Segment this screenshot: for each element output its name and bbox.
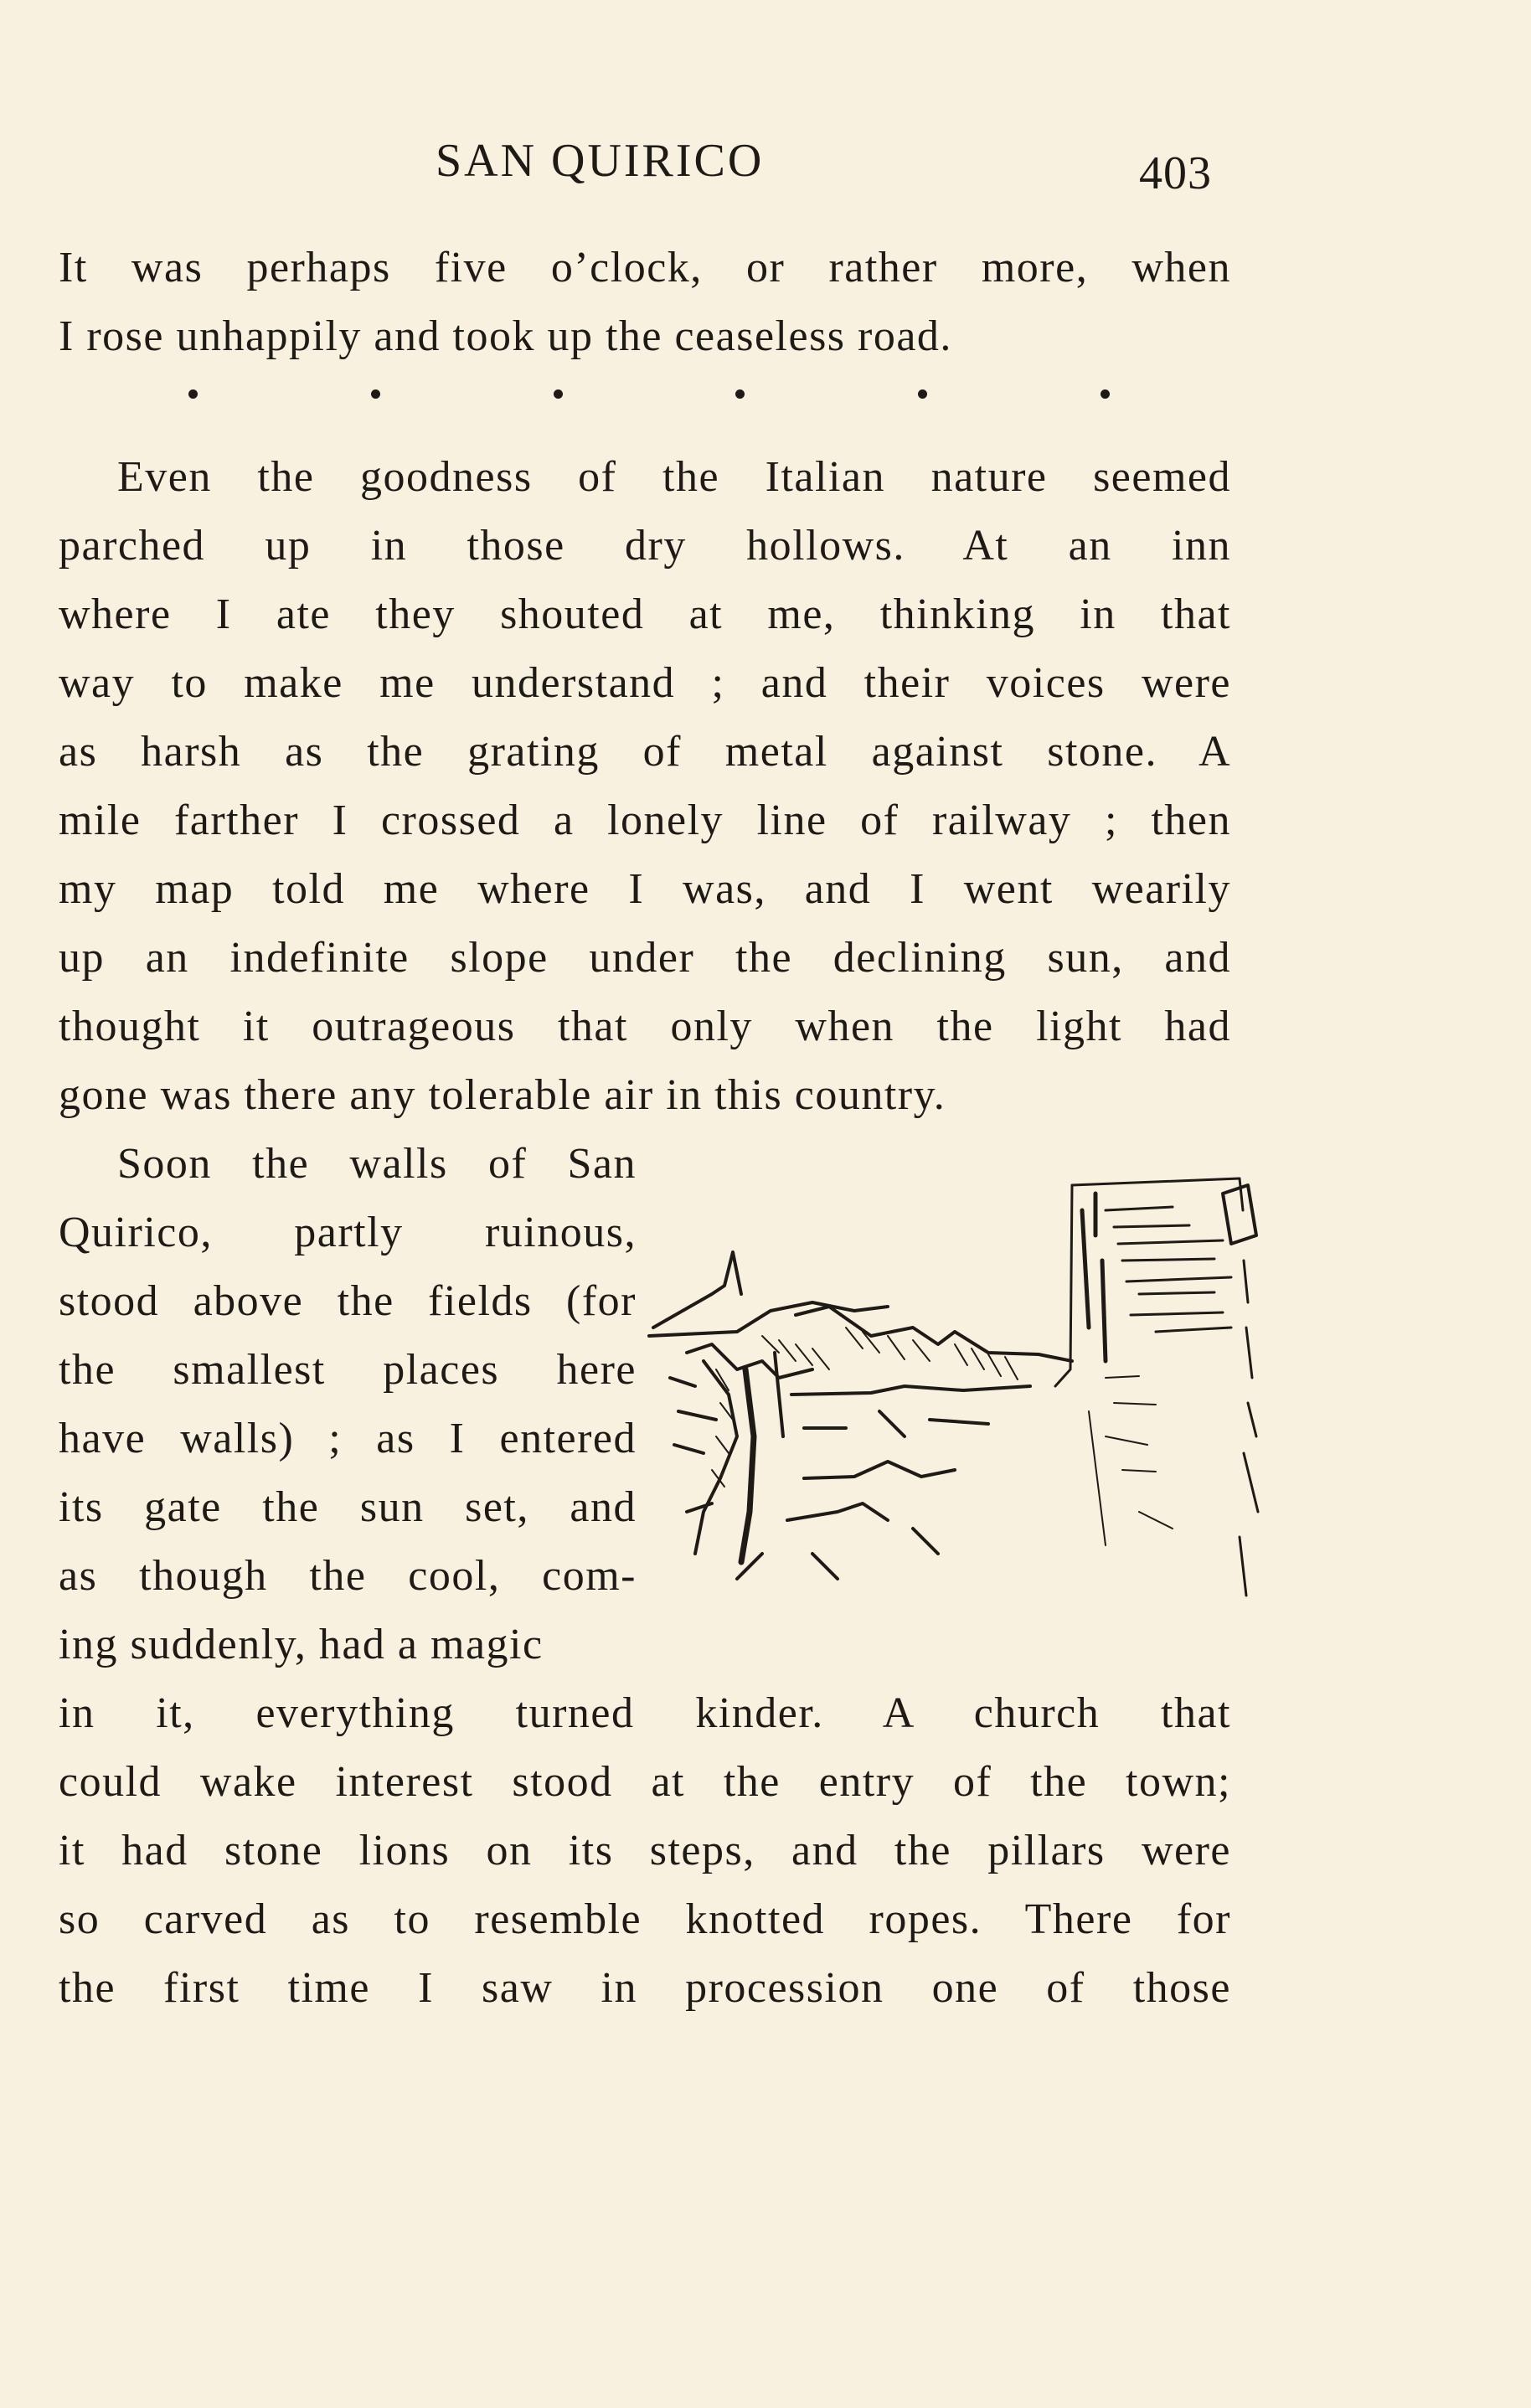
text-line: in it, everything turned kinder. A church that <box>59 1689 1231 1737</box>
tower-drawing <box>1055 1178 1258 1596</box>
ellipsis-dot <box>188 389 198 399</box>
text-line: Quirico, partly ruinous, <box>59 1209 637 1256</box>
text-line: ing suddenly, had a magic <box>59 1621 544 1668</box>
text-line: way to make me understand ; and their voices were <box>59 659 1231 707</box>
text-line: its gate the sun set, and <box>59 1483 637 1531</box>
text-line: up an indefinite slope under the declining sun, and <box>59 934 1231 982</box>
text-line: my map told me where I was, and I went wearily <box>59 865 1231 913</box>
text-line: have walls) ; as I entered <box>59 1415 637 1462</box>
text-line: Soon the walls of San <box>117 1140 637 1188</box>
text-line: I rose unhappily and took up the ceaseless road. <box>59 312 952 360</box>
town-walls-sketch <box>637 1160 1273 1696</box>
text-line: as though the cool, com- <box>59 1552 637 1600</box>
text-line: so carved as to resemble knotted ropes. There for <box>59 1895 1231 1943</box>
text-line: parched up in those dry hollows. At an inn <box>59 522 1231 570</box>
text-line: as harsh as the grating of metal against stone. A <box>59 728 1231 776</box>
section-break <box>188 389 1110 399</box>
text-line: where I ate they shouted at me, thinking in that <box>59 590 1231 638</box>
page-number: 403 <box>1139 147 1212 199</box>
ellipsis-dot <box>735 389 745 399</box>
text-line: It was perhaps five o’clock, or rather more, when <box>59 244 1231 291</box>
page-header <box>59 126 1231 199</box>
ellipsis-dot <box>918 389 927 399</box>
text-line: thought it outrageous that only when the light had <box>59 1003 1231 1050</box>
text-line: the smallest places here <box>59 1346 637 1394</box>
text-line: it had stone lions on its steps, and the pillars were <box>59 1827 1231 1874</box>
text-line: could wake interest stood at the entry of the town; <box>59 1758 1231 1806</box>
text-line: the first time I saw in procession one of those <box>59 1964 1231 2012</box>
wall-drawing <box>649 1252 1072 1579</box>
text-line: gone was there any tolerable air in this country. <box>59 1071 946 1119</box>
ellipsis-dot <box>554 389 563 399</box>
text-line: stood above the fields (for <box>59 1277 637 1325</box>
text-line: Even the goodness of the Italian nature seemed <box>117 453 1231 501</box>
running-title: SAN QUIRICO <box>436 135 765 187</box>
text-line: mile farther I crossed a lonely line of railway ; then <box>59 797 1231 844</box>
ellipsis-dot <box>1101 389 1110 399</box>
ellipsis-dot <box>371 389 380 399</box>
